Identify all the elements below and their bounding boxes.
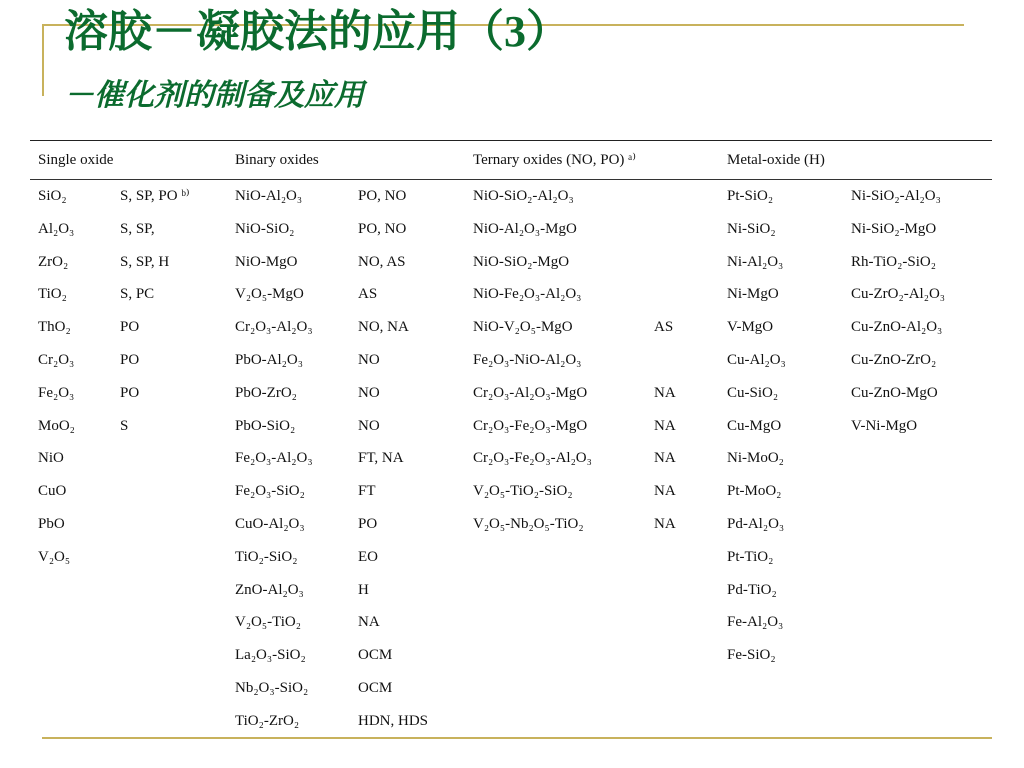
- cell-metal-oxide-2: Cu-ZnO-MgO: [851, 384, 938, 401]
- cell-binary-oxide-method: NO: [358, 417, 380, 434]
- cell-binary-oxide-method: PO, NO: [358, 188, 407, 204]
- cell-ternary-oxide: NiO-Fe₂O₃-Al₂O₃: [473, 286, 582, 303]
- table-row: [30, 639, 992, 672]
- cell-ternary-oxide: Cr₂O₃-Fe₂O₃-Al₂O₃: [473, 450, 592, 467]
- table-row: [30, 213, 992, 246]
- cell-single-oxide: V₂O₅: [38, 548, 71, 565]
- cell-binary-oxide-method: HDN, HDS: [358, 712, 429, 729]
- table-row: [30, 574, 992, 607]
- cell-binary-oxide: La₂O₃-SiO₂: [235, 647, 306, 664]
- cell-single-oxide: MoO₂: [38, 417, 75, 434]
- cell-binary-oxide-method: EO: [358, 548, 378, 565]
- cell-metal-oxide: Fe-SiO₂: [727, 647, 776, 664]
- cell-binary-oxide: NiO-Al₂O₃: [235, 188, 303, 204]
- cell-metal-oxide: Pd-Al₂O₃: [727, 515, 785, 532]
- cell-metal-oxide-2: Cu-ZnO-ZrO₂: [851, 351, 937, 368]
- cell-metal-oxide: V-MgO: [727, 319, 774, 336]
- cell-binary-oxide-method: FT: [358, 483, 376, 500]
- cell-metal-oxide: Ni-Al₂O₃: [727, 253, 784, 270]
- header-binary-oxides: Binary oxides: [235, 152, 319, 168]
- slide-title: 溶胶－凝胶法的应用（3）: [64, 7, 570, 56]
- cell-binary-oxide-method: OCM: [358, 679, 393, 696]
- cell-ternary-oxide: V₂O₅-Nb₂O₅-TiO₂: [473, 515, 584, 532]
- header-single-oxide: Single oxide: [38, 152, 114, 168]
- table-row: [30, 311, 992, 344]
- cell-ternary-oxide-method: NA: [654, 384, 676, 401]
- cell-binary-oxide: Fe₂O₃-SiO₂: [235, 483, 305, 500]
- table-header-row: [30, 141, 992, 179]
- table-row: [30, 180, 992, 213]
- cell-metal-oxide: Cu-Al₂O₃: [727, 351, 786, 368]
- table-row: [30, 410, 992, 443]
- cell-metal-oxide: Fe-Al₂O₃: [727, 614, 784, 631]
- cell-binary-oxide: PbO-Al₂O₃: [235, 351, 303, 368]
- table-row: [30, 278, 992, 311]
- cell-single-oxide-method: S, SP,: [120, 220, 155, 237]
- cell-binary-oxide: V₂O₅-MgO: [235, 286, 304, 303]
- cell-metal-oxide: Pt-MoO₂: [727, 483, 782, 500]
- cell-single-oxide-method: S, PC: [120, 286, 155, 303]
- cell-metal-oxide: Pt-SiO₂: [727, 188, 774, 204]
- table-row: [30, 705, 992, 738]
- cell-single-oxide: SiO₂: [38, 188, 67, 204]
- cell-metal-oxide: Pt-TiO₂: [727, 548, 774, 565]
- cell-binary-oxide-method: NA: [358, 614, 380, 631]
- cell-single-oxide: Cr₂O₃: [38, 351, 75, 368]
- cell-binary-oxide: Cr₂O₃-Al₂O₃: [235, 319, 313, 336]
- slide-subtitle: －催化剂的制备及应用: [64, 79, 364, 112]
- cell-single-oxide-method: S, SP, H: [120, 253, 170, 270]
- cell-ternary-oxide-method: NA: [654, 450, 676, 467]
- cell-single-oxide: Fe₂O₃: [38, 384, 75, 401]
- cell-metal-oxide: Ni-MgO: [727, 286, 779, 303]
- table-row: [30, 246, 992, 279]
- cell-ternary-oxide-method: NA: [654, 483, 676, 500]
- cell-single-oxide-method: PO: [120, 351, 140, 368]
- cell-binary-oxide-method: PO, NO: [358, 220, 407, 237]
- table-row: [30, 672, 992, 705]
- cell-binary-oxide: V₂O₅-TiO₂: [235, 614, 301, 631]
- cell-binary-oxide-method: H: [358, 581, 369, 598]
- cell-single-oxide-method: PO: [120, 319, 140, 336]
- cell-ternary-oxide: NiO-Al₂O₃-MgO: [473, 220, 577, 237]
- cell-ternary-oxide: Fe₂O₃-NiO-Al₂O₃: [473, 351, 582, 368]
- cell-binary-oxide-method: PO: [358, 515, 378, 532]
- cell-binary-oxide-method: OCM: [358, 647, 393, 664]
- cell-metal-oxide-2: Cu-ZrO₂-Al₂O₃: [851, 286, 946, 303]
- cell-ternary-oxide: NiO-SiO₂-Al₂O₃: [473, 188, 574, 204]
- cell-ternary-oxide: NiO-SiO₂-MgO: [473, 253, 570, 270]
- cell-binary-oxide: TiO₂-ZrO₂: [235, 712, 300, 729]
- cell-binary-oxide: NiO-MgO: [235, 253, 298, 270]
- table-row: [30, 508, 992, 541]
- cell-single-oxide: Al₂O₃: [38, 220, 75, 237]
- cell-ternary-oxide: Cr₂O₃-Fe₂O₃-MgO: [473, 417, 588, 434]
- table-row: [30, 606, 992, 639]
- cell-single-oxide: PbO: [38, 515, 65, 532]
- cell-binary-oxide: NiO-SiO₂: [235, 220, 295, 237]
- cell-binary-oxide: TiO₂-SiO₂: [235, 548, 298, 565]
- cell-binary-oxide-method: NO: [358, 351, 380, 368]
- cell-ternary-oxide-method: AS: [654, 319, 674, 336]
- cell-metal-oxide: Cu-MgO: [727, 417, 782, 434]
- cell-binary-oxide: Fe₂O₃-Al₂O₃: [235, 450, 313, 467]
- cell-metal-oxide: Ni-SiO₂: [727, 220, 776, 237]
- cell-binary-oxide-method: NO, NA: [358, 319, 409, 336]
- bottom-rule: [42, 737, 992, 739]
- table-row: [30, 541, 992, 574]
- cell-ternary-oxide-method: NA: [654, 417, 676, 434]
- table-row: [30, 344, 992, 377]
- header-ternary-oxides: Ternary oxides (NO, PO) ᵃ⁾: [473, 152, 636, 168]
- cell-metal-oxide-2: V-Ni-MgO: [851, 417, 918, 434]
- table-body: [30, 180, 992, 738]
- cell-binary-oxide: Nb₂O₃-SiO₂: [235, 679, 309, 696]
- cell-metal-oxide: Cu-SiO₂: [727, 384, 779, 401]
- cell-ternary-oxide: Cr₂O₃-Al₂O₃-MgO: [473, 384, 588, 401]
- cell-metal-oxide: Pd-TiO₂: [727, 581, 777, 598]
- cell-ternary-oxide: NiO-V₂O₅-MgO: [473, 319, 573, 336]
- cell-metal-oxide-2: Ni-SiO₂-MgO: [851, 220, 937, 237]
- cell-binary-oxide: CuO-Al₂O₃: [235, 515, 305, 532]
- cell-ternary-oxide-method: NA: [654, 515, 676, 532]
- cell-single-oxide: ZrO₂: [38, 253, 69, 270]
- table-row: [30, 442, 992, 475]
- cell-binary-oxide: PbO-SiO₂: [235, 417, 296, 434]
- cell-single-oxide-method: S, SP, PO ᵇ⁾: [120, 188, 190, 204]
- cell-metal-oxide-2: Rh-TiO₂-SiO₂: [851, 253, 936, 270]
- cell-binary-oxide-method: NO, AS: [358, 253, 406, 270]
- cell-metal-oxide: Ni-MoO₂: [727, 450, 784, 467]
- cell-single-oxide: ThO₂: [38, 319, 71, 336]
- cell-binary-oxide: ZnO-Al₂O₃: [235, 581, 304, 598]
- cell-single-oxide-method: PO: [120, 384, 140, 401]
- cell-binary-oxide-method: NO: [358, 384, 380, 401]
- cell-binary-oxide-method: FT, NA: [358, 450, 404, 467]
- left-rule: [42, 24, 44, 96]
- cell-single-oxide: NiO: [38, 450, 64, 467]
- table-row: [30, 377, 992, 410]
- cell-single-oxide: CuO: [38, 483, 67, 500]
- catalyst-table: [30, 140, 992, 738]
- cell-metal-oxide-2: Cu-ZnO-Al₂O₃: [851, 319, 943, 336]
- header-metal-oxide: Metal-oxide (H): [727, 152, 825, 168]
- cell-ternary-oxide: V₂O₅-TiO₂-SiO₂: [473, 483, 573, 500]
- table-row: [30, 475, 992, 508]
- cell-binary-oxide-method: AS: [358, 286, 378, 303]
- cell-single-oxide-method: S: [120, 417, 129, 434]
- cell-metal-oxide-2: Ni-SiO₂-Al₂O₃: [851, 188, 941, 204]
- cell-single-oxide: TiO₂: [38, 286, 67, 303]
- cell-binary-oxide: PbO-ZrO₂: [235, 384, 297, 401]
